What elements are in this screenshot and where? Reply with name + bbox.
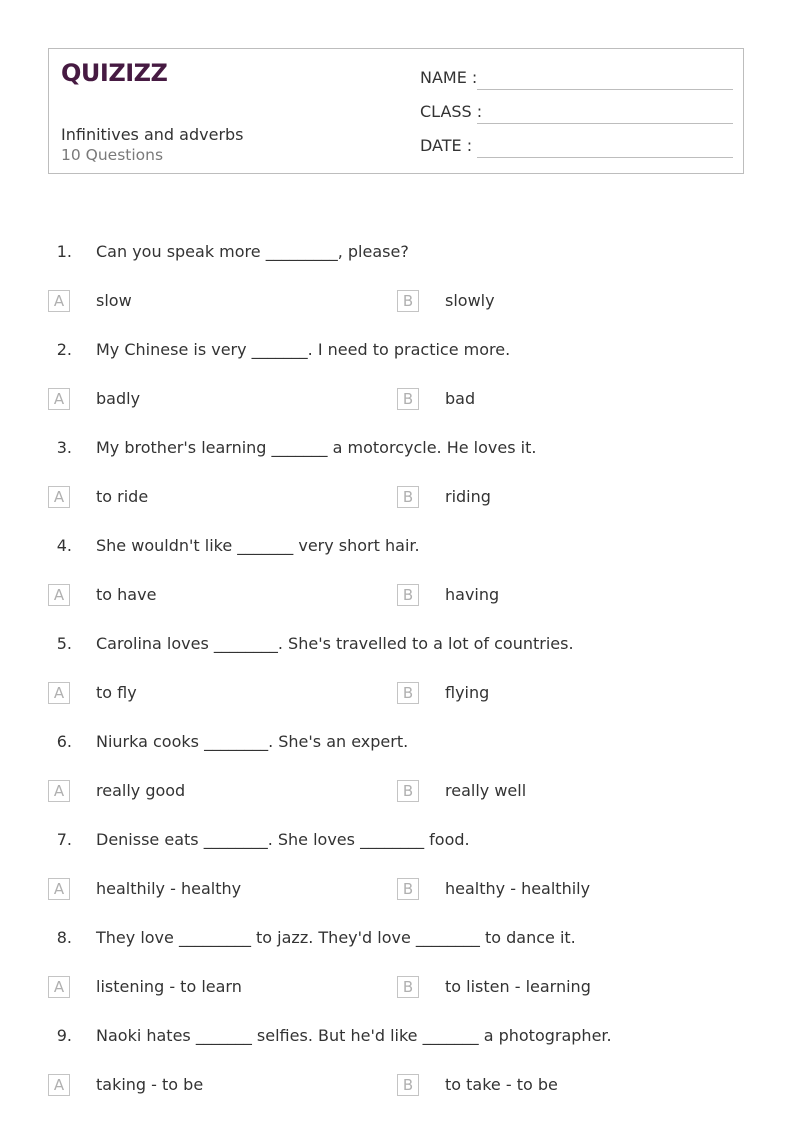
option-a-text: slow xyxy=(96,291,132,310)
option-a-text: to fly xyxy=(96,683,137,702)
option-b-text: bad xyxy=(445,389,476,408)
option-a-text: to ride xyxy=(96,487,149,506)
worksheet-header xyxy=(48,48,744,174)
option-b-checkbox[interactable]: B xyxy=(397,878,419,900)
question-row xyxy=(0,436,794,460)
quizizz-logo: QUIZIZZ xyxy=(61,59,168,87)
option-a-checkbox[interactable]: A xyxy=(48,584,70,606)
option-b-text: having xyxy=(445,585,500,604)
question-row xyxy=(0,730,794,754)
question-row xyxy=(0,240,794,264)
option-b-checkbox[interactable]: B xyxy=(397,682,419,704)
question-count: 10 Questions xyxy=(61,146,164,164)
question-text: Carolina loves ________. She's travelled to a lot of countries. xyxy=(96,634,574,653)
option-a-checkbox[interactable]: A xyxy=(48,290,70,312)
option-a-text: healthily - healthy xyxy=(96,879,242,898)
option-a-checkbox[interactable]: A xyxy=(48,878,70,900)
option-a-checkbox[interactable]: A xyxy=(48,388,70,410)
question-number: 1. xyxy=(56,242,72,261)
option-a-checkbox[interactable]: A xyxy=(48,1074,70,1096)
option-b-text: really well xyxy=(445,781,527,800)
question-row xyxy=(0,338,794,362)
option-b-text: to take - to be xyxy=(445,1075,558,1094)
option-b-checkbox[interactable]: B xyxy=(397,976,419,998)
option-b-text: riding xyxy=(445,487,491,506)
question-text: Naoki hates _______ selfies. But he'd like _______ a photographer. xyxy=(96,1026,612,1045)
option-b-text: to listen - learning xyxy=(445,977,591,996)
question-text: Niurka cooks ________. She's an expert. xyxy=(96,732,409,751)
name-field[interactable] xyxy=(477,89,733,90)
option-a-checkbox[interactable]: A xyxy=(48,780,70,802)
question-text: They love _________ to jazz. They'd love ________ to dance it. xyxy=(96,928,576,947)
question-number: 9. xyxy=(56,1026,72,1045)
question-number: 4. xyxy=(56,536,72,555)
date-field[interactable] xyxy=(477,157,733,158)
option-a-checkbox[interactable]: A xyxy=(48,486,70,508)
option-a-text: really good xyxy=(96,781,186,800)
question-text: Denisse eats ________. She loves ________ food. xyxy=(96,830,470,849)
question-text: My brother's learning _______ a motorcycle. He loves it. xyxy=(96,438,537,457)
question-number: 3. xyxy=(56,438,72,457)
question-text: Can you speak more _________, please? xyxy=(96,242,409,261)
option-b-checkbox[interactable]: B xyxy=(397,1074,419,1096)
question-row xyxy=(0,926,794,950)
question-number: 8. xyxy=(56,928,72,947)
option-b-text: flying xyxy=(445,683,490,702)
class-field[interactable] xyxy=(477,123,733,124)
question-row xyxy=(0,1024,794,1048)
date-label: DATE : xyxy=(420,136,473,155)
question-row xyxy=(0,828,794,852)
option-b-checkbox[interactable]: B xyxy=(397,584,419,606)
question-row xyxy=(0,632,794,656)
question-number: 2. xyxy=(56,340,72,359)
option-b-checkbox[interactable]: B xyxy=(397,290,419,312)
question-number: 6. xyxy=(56,732,72,751)
question-text: My Chinese is very _______. I need to practice more. xyxy=(96,340,511,359)
class-label: CLASS : xyxy=(420,102,483,121)
question-number: 7. xyxy=(56,830,72,849)
option-a-checkbox[interactable]: A xyxy=(48,682,70,704)
worksheet-title: Infinitives and adverbs xyxy=(61,125,244,144)
option-a-text: listening - to learn xyxy=(96,977,242,996)
option-b-text: slowly xyxy=(445,291,495,310)
option-a-checkbox[interactable]: A xyxy=(48,976,70,998)
name-label: NAME : xyxy=(420,68,478,87)
option-a-text: taking - to be xyxy=(96,1075,204,1094)
option-a-text: badly xyxy=(96,389,141,408)
question-text: She wouldn't like _______ very short hair. xyxy=(96,536,420,555)
option-a-text: to have xyxy=(96,585,157,604)
option-b-checkbox[interactable]: B xyxy=(397,388,419,410)
option-b-text: healthy - healthily xyxy=(445,879,591,898)
option-b-checkbox[interactable]: B xyxy=(397,486,419,508)
question-number: 5. xyxy=(56,634,72,653)
question-row xyxy=(0,534,794,558)
option-b-checkbox[interactable]: B xyxy=(397,780,419,802)
